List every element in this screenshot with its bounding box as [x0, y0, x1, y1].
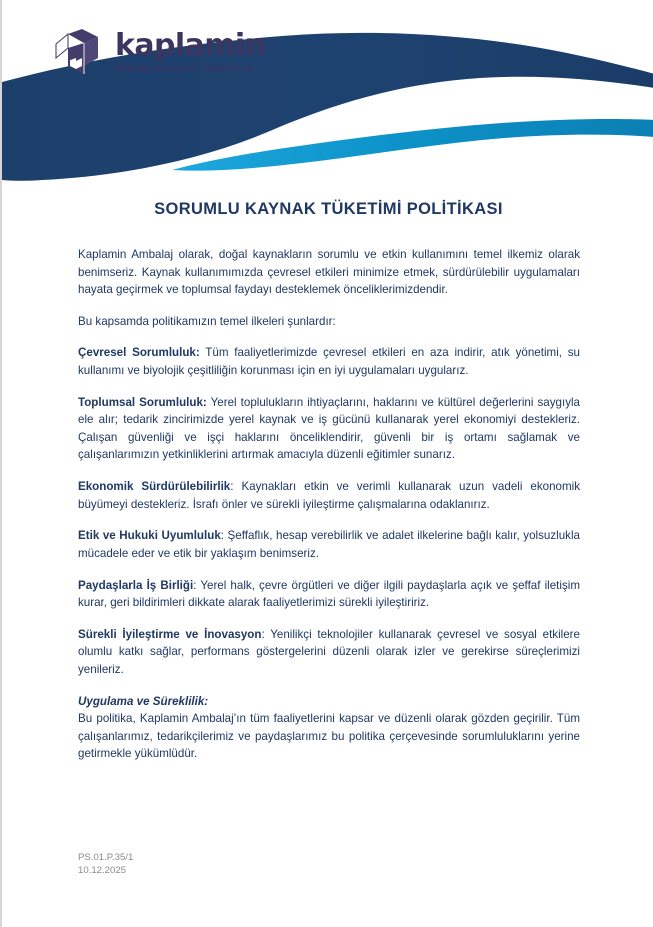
paragraph-stakeholder-cooperation — [78, 577, 580, 612]
lead-continuous-improvement-innovation: Sürekli İyileştirme ve İnovasyon — [78, 627, 262, 641]
page-title: SORUMLU KAYNAK TÜKETİMİ POLİTİKASI — [154, 200, 503, 218]
footer-document-code: PS.01.P.35/1 — [78, 852, 134, 863]
logo-tagline: Ambalaj Sanayi ve Ticaret A.Ş. — [115, 63, 255, 74]
document-content — [78, 246, 580, 763]
company-logo — [54, 28, 265, 80]
body-implementation-and-continuity: Bu politika, Kaplamin Ambalaj’ın tüm faaliyetlerini kapsar ve düzenli olarak gözden geçirilir. Tüm çalışanlarımız, tedarikçilerimiz ve paydaşlarımız bu politika çerçevesinde sorumluluklarını yerine getirmekle yükümlüdür. — [78, 712, 580, 761]
paragraph-ethics-and-legal-compliance — [78, 527, 580, 562]
body-economic-sustainability: : Kaynakları etkin ve verimli kullanarak uzun vadeli ekonomik büyümeyi destekleriz. İsrafı önler ve sürekli iyileştirme çalışmalarına odaklanırız. — [78, 480, 581, 511]
lead-social-responsibility: Toplumsal Sorumluluk: — [78, 395, 207, 409]
paragraph-intro — [78, 246, 580, 299]
paragraph-economic-sustainability — [78, 478, 580, 513]
body-social-responsibility: Yerel toplulukların ihtiyaçlarını, haklarını ve kültürel değerlerini saygıyla ele alır; tedarik zincirimizde yerel kaynak ve iş gücünü kullanarak yerel ekonomiyi destekleriz. Çalışan güvenliği ve işçi haklarını önceliklendirir, güvenli bir iş ortamı sağlamak ve çalışanlarımızın yetkinliklerini artırmak amacıyla düzenli eğitimler sunarız. — [78, 395, 581, 462]
page-footer — [78, 851, 133, 877]
open-box-icon — [54, 28, 106, 80]
paragraph-intro-text: Kaplamin Ambalaj olarak, doğal kaynakların sorumlu ve etkin kullanımını temel ilkemiz olarak benimseriz. Kaynak kullanımımızda çevresel etkileri minimize etmek, sürdürülebilir uygulamaları hayata geçirmek ve toplumsal faydayı desteklemek önceliklerimizdendir. — [78, 248, 580, 297]
page-header — [2, 0, 653, 190]
paragraph-scope — [78, 313, 580, 331]
logo-text-block — [115, 28, 265, 73]
heading-implementation-and-continuity: Uygulama ve Süreklilik: — [78, 694, 209, 708]
lead-ethics-and-legal-compliance: Etik ve Hukuki Uyumluluk — [78, 529, 221, 543]
body-environmental-responsibility: Tüm faaliyetlerimizde çevresel etkileri en aza indirir, atık yönetimi, su kullanımı ve biyolojik çeşitliliğin korunması için en iyi uygulamaları uygularız. — [78, 346, 580, 378]
paragraph-continuous-improvement-innovation — [78, 626, 580, 679]
footer-date: 10.12.2025 — [78, 865, 127, 877]
lead-environmental-responsibility: Çevresel Sorumluluk: — [78, 346, 200, 360]
lead-stakeholder-cooperation: Paydaşlarla İş Birliği — [78, 578, 194, 592]
lead-economic-sustainability: Ekonomik Sürdürülebilirlik — [78, 480, 231, 494]
paragraph-scope-text: Bu kapsamda politikamızın temel ilkeleri şunlardır: — [78, 314, 336, 328]
paragraph-environmental-responsibility — [78, 344, 580, 379]
body-ethics-and-legal-compliance: : Şeffaflık, hesap verebilirlik ve adalet ilkelerine bağlı kalır, yolsuzlukla mücadele eder ve etik bir yaklaşım benimseriz. — [78, 529, 580, 560]
logo-wordmark: kaplamin — [115, 28, 266, 63]
paragraph-social-responsibility — [78, 394, 580, 464]
body-stakeholder-cooperation: : Yerel halk, çevre örgütleri ve diğer ilgili paydaşlarla açık ve şeffaf iletişim kurar, geri bildirimleri dikkate alarak faaliyetlerimizi sürekli iyileştiririz. — [78, 578, 580, 610]
paragraph-implementation-and-continuity — [78, 693, 580, 763]
body-continuous-improvement-innovation: : Yenilikçi teknolojiler kullanarak çevresel ve sosyal etkilere olumlu katkı sağlar, performans göstergelerini düzenli olarak izler ve gerekirse süreçlerimizi yenileriz. — [78, 627, 580, 676]
